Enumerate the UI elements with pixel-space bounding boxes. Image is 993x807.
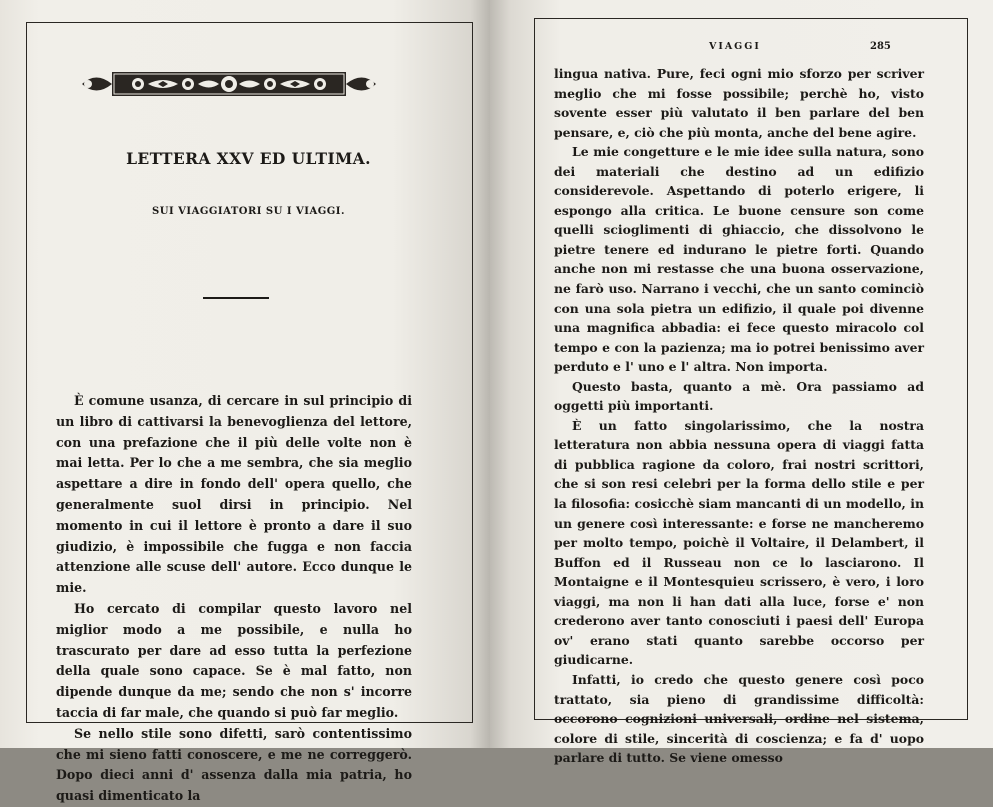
paragraph: Se nello stile sono difetti, sarò contentissimo che mi sieno fatti conoscere, e me ne correggerò. Dopo dieci anni d' assenza dalla mia patria, ho quasi dimenticato la [56, 725, 412, 804]
paragraph: Le mie congetture e le mie idee sulla natura, sono dei materiali che destino ad un edifizio considerevole. Aspettando di poterlo erigere, li espongo alla critica. Le buone censure son come quelli scioglimenti di ghiaccio, che dissolvono le pietre tenere ed indurano le pietre forti. Quando anche non mi restasse che una buona osservazione, ne farò uso. Narrano i vecchi, che un santo cominciò con una sola pietra un edifizio, il quale poi divenne una magnifica abbadia: ei fece questo miracolo col tempo e con la pazienza; ma io potrei benissimo aver perduto e l' uno e l' altra. Non importa. [554, 144, 924, 375]
paragraph: È comune usanza, di cercare in sul principio di un libro di cattivarsi la benevoglienza del lettore, con una prefazione che il più delle volte non è mai letta. Per lo che a me sembra, che sia meglio aspettare a dire in fondo dell' opera quello, che generalmente suol dirsi in principio. Nel momento in cui il lettore è pronto a dare il suo giudizio, è impossibile che fugga e non faccia attenzione alle scuse dell' autore. Ecco dunque le mie. [56, 393, 412, 596]
paragraph: È un fatto singolarissimo, che la nostra letteratura non abbia nessuna opera di viaggi fatta di pubblica ragione da coloro, frai nostri scrittori, che si son resi celebri per la forma dello stile e per la filosofia: cosicchè siam mancanti di un modello, in un genere così interessante: e forse ne mancheremo per molto tempo, poichè il Voltaire, il Delambert, il Buffon ed il Russeau non ce lo lasciarono. Il Montaigne e il Montesquieu scrissero, è vero, i loro viaggi, ma non li han dati alla luce, forse e' non crederono aver tanto conosciuti i paesi dell' Europa ov' erano stati quanto sarebbe occorso per giudicarne. [554, 417, 924, 668]
running-head: VIAGGI [709, 41, 761, 52]
paragraph: lingua nativa. Pure, feci ogni mio sforzo per scriver meglio che mi fosse possibile; perchè ho, visto sovente esser più valutato il ben parlare del ben pensare, e, ciò che più monta, anche del bene agire. [554, 66, 924, 140]
right-page [490, 0, 993, 766]
right-page-body [554, 64, 924, 768]
paragraph: Ho cercato di compilar questo lavoro nel miglior modo a me possibile, e nulla ho trascurato per dare ad esso tutta la perfezione della quale sono capace. Se è mal fatto, non dipende dunque da me; sendo che non s' incorre taccia di far male, che quando si può far meglio. [56, 600, 412, 720]
left-page-body [56, 391, 412, 807]
paragraph: Questo basta, quanto a mè. Ora passiamo ad oggetti più importanti. [554, 378, 924, 414]
title-rule [203, 297, 269, 299]
left-page [0, 0, 490, 804]
letter-subtitle: SUI VIAGGIATORI SU I VIAGGI. [152, 206, 345, 217]
paragraph: Infatti, io credo che questo genere così poco trattato, sia pieno di grandissime difficoltà: occorono cognizioni universali, ordine nel sistema, colore di stile, sincerità di coscienza; e fa d' uopo parlare di tutto. Se viene omesso [554, 671, 924, 766]
page-number: 285 [870, 41, 891, 52]
decorative-ornament-band [78, 65, 380, 103]
letter-title: LETTERA XXV ED ULTIMA. [126, 149, 371, 168]
